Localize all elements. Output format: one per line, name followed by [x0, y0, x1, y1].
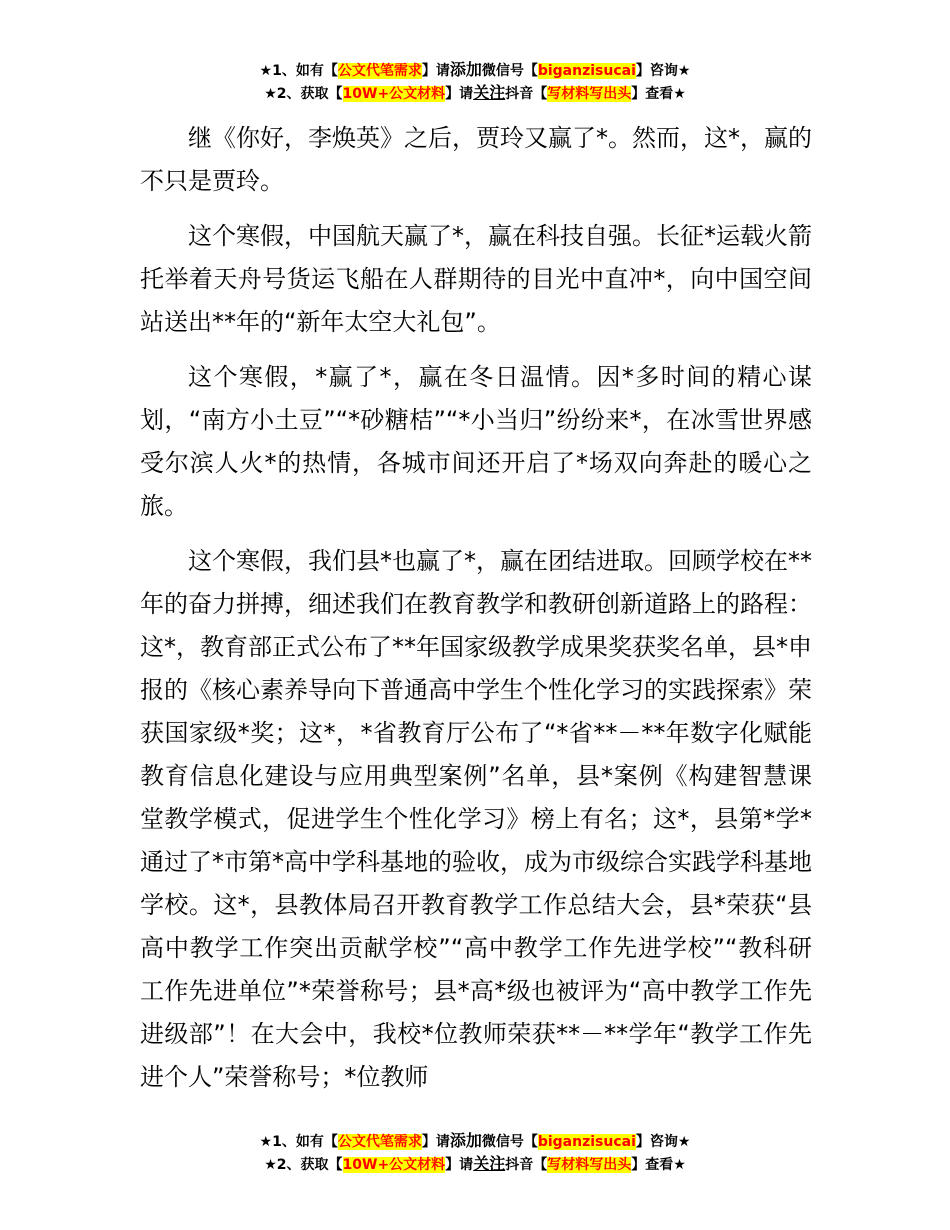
banner-line-1 — [0, 59, 950, 82]
banner-text: 抖音【 — [505, 86, 548, 102]
banner-text: 微信号【 — [481, 63, 538, 79]
banner-highlight: 公文代笔需求 — [337, 63, 422, 79]
paragraph: 这个寒假，中国航天赢了*，赢在科技自强。长征*运载火箭托举着天舟号货运飞船在人群期待的目光中直冲*，向中国空间站送出**年的“新年太空大礼包”。 — [140, 222, 812, 336]
banner-highlight: biganzisucai — [537, 1134, 636, 1150]
banner-text: 】请 — [445, 86, 474, 102]
banner-highlight: 公文代笔需求 — [337, 1134, 422, 1150]
banner-text: 】请 — [421, 1134, 450, 1150]
banner-line-2 — [0, 1153, 950, 1176]
banner-text: 】查看★ — [631, 1157, 686, 1173]
banner-text: 】咨询★ — [635, 63, 691, 79]
banner-highlight: 写材料写出头 — [547, 86, 632, 102]
document-body — [140, 117, 812, 1111]
banner-text: 抖音【 — [505, 1157, 548, 1173]
banner-highlight: biganzisucai — [537, 63, 636, 79]
paragraph: 这个寒假，*赢了*，赢在冬日温情。因*多时间的精心谋划，“南方小土豆”“*砂糖桔”“*小当归”纷纷来*，在冰雪世界感受尔滨人火*的热情，各城市间还开启了*场双向奔赴的暖心之旅。 — [140, 363, 812, 520]
paragraph: 这个寒假，我们县*也赢了*，赢在团结进取。回顾学校在**年的奋力拼搏，细述我们在教育教学和教研创新道路上的路程：这*，教育部正式公布了**年国家级教学成果奖获奖名单，县*申报的《核心素养导向下普通高中学生个性化学习的实践探索》荣获国家级*奖；这*，*省教育厅公布了“*省**－**年数字化赋能教育信息化建设与应用典型案例”名单，县*案例《构建智慧课堂教学模式，促进学生个性化学习》榜上有名；这*，县第*学*通过了*市第*高中学科基地的验收，成为市级综合实践学科基地学校。这*，县教体局召开教育教学工作总结大会，县*荣获“县高中教学工作突出贡献学校”“高中教学工作先进学校”“教科研工作先进单位”*荣誉称号；县*高*级也被评为“高中教学工作先进级部”！在大会中，我校*位教师荣获**－**学年“教学工作先进个人”荣誉称号；*位教师 — [140, 547, 812, 1091]
banner-text: 】咨询★ — [635, 1134, 691, 1150]
banner-emphasis: 关注 — [473, 83, 506, 102]
banner-text: 】请 — [445, 1157, 474, 1173]
banner-line-1 — [0, 1130, 950, 1153]
paragraph: 继《你好，李焕英》之后，贾玲又赢了*。然而，这*，赢的不只是贾玲。 — [140, 124, 812, 195]
banner-text: ★1、如有【 — [259, 63, 338, 79]
banner-emphasis: 添加 — [449, 60, 482, 79]
banner-text: 】查看★ — [631, 86, 686, 102]
banner-text: ★2、获取【 — [264, 86, 343, 102]
banner-highlight: 10W+公文材料 — [342, 1157, 446, 1173]
banner-highlight: 10W+公文材料 — [342, 86, 446, 102]
banner-text: ★2、获取【 — [264, 1157, 343, 1173]
banner-text: 】请 — [421, 63, 450, 79]
footer-banner — [0, 1130, 950, 1176]
banner-text: 微信号【 — [481, 1134, 538, 1150]
banner-emphasis: 关注 — [473, 1154, 506, 1173]
banner-text: ★1、如有【 — [259, 1134, 338, 1150]
banner-emphasis: 添加 — [449, 1131, 482, 1150]
banner-line-2 — [0, 82, 950, 105]
header-banner — [0, 59, 950, 105]
banner-highlight: 写材料写出头 — [547, 1157, 632, 1173]
